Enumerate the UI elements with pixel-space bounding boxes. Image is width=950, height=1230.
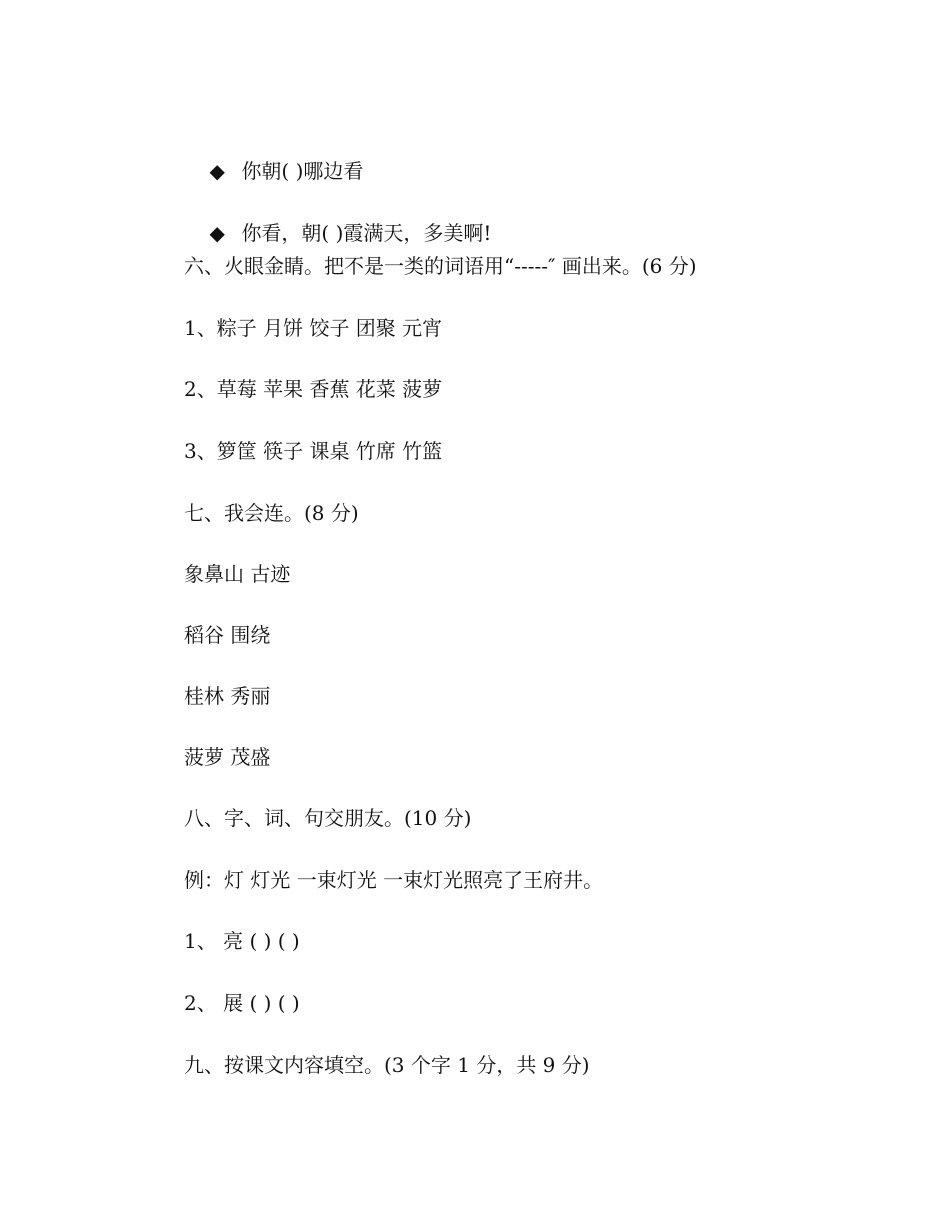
section-6-item-1: 1、粽子 月饼 饺子 团聚 元宵 [184, 316, 443, 340]
section-8-item-1: 1、 亮 ( ) ( ) [184, 929, 300, 953]
section-9-heading: 九、按课文内容填空。(3 个字 1 分，共 9 分) [184, 1053, 590, 1077]
section-8-item-2: 2、 展 ( ) ( ) [184, 991, 300, 1015]
section-7-row-2: 稻谷 围绕 [184, 623, 271, 647]
diamond-bullet-icon: ◆ [209, 221, 225, 245]
diamond-bullet-icon: ◆ [209, 159, 225, 183]
section-6-heading: 六、火眼金睛。把不是一类的词语用“-----″ 画出来。(6 分) [184, 254, 697, 278]
section-8-heading: 八、字、词、句交朋友。(10 分) [184, 806, 472, 830]
section-8-example: 例：灯 灯光 一束灯光 一束灯光照亮了王府井。 [184, 868, 604, 892]
section-7-heading: 七、我会连。(8 分) [184, 501, 359, 525]
section-7-row-3: 桂林 秀丽 [184, 684, 271, 708]
section-6-item-2: 2、草莓 苹果 香蕉 花菜 菠萝 [184, 377, 443, 401]
line-text: 你朝( )哪边看 [241, 159, 364, 183]
section-6-item-3: 3、箩筐 筷子 课桌 竹席 竹篮 [184, 439, 443, 463]
line-text: 你看，朝( )霞满天，多美啊! [241, 221, 492, 245]
section-7-row-1: 象鼻山 古迹 [184, 562, 291, 586]
section-7-row-4: 菠萝 茂盛 [184, 745, 271, 769]
